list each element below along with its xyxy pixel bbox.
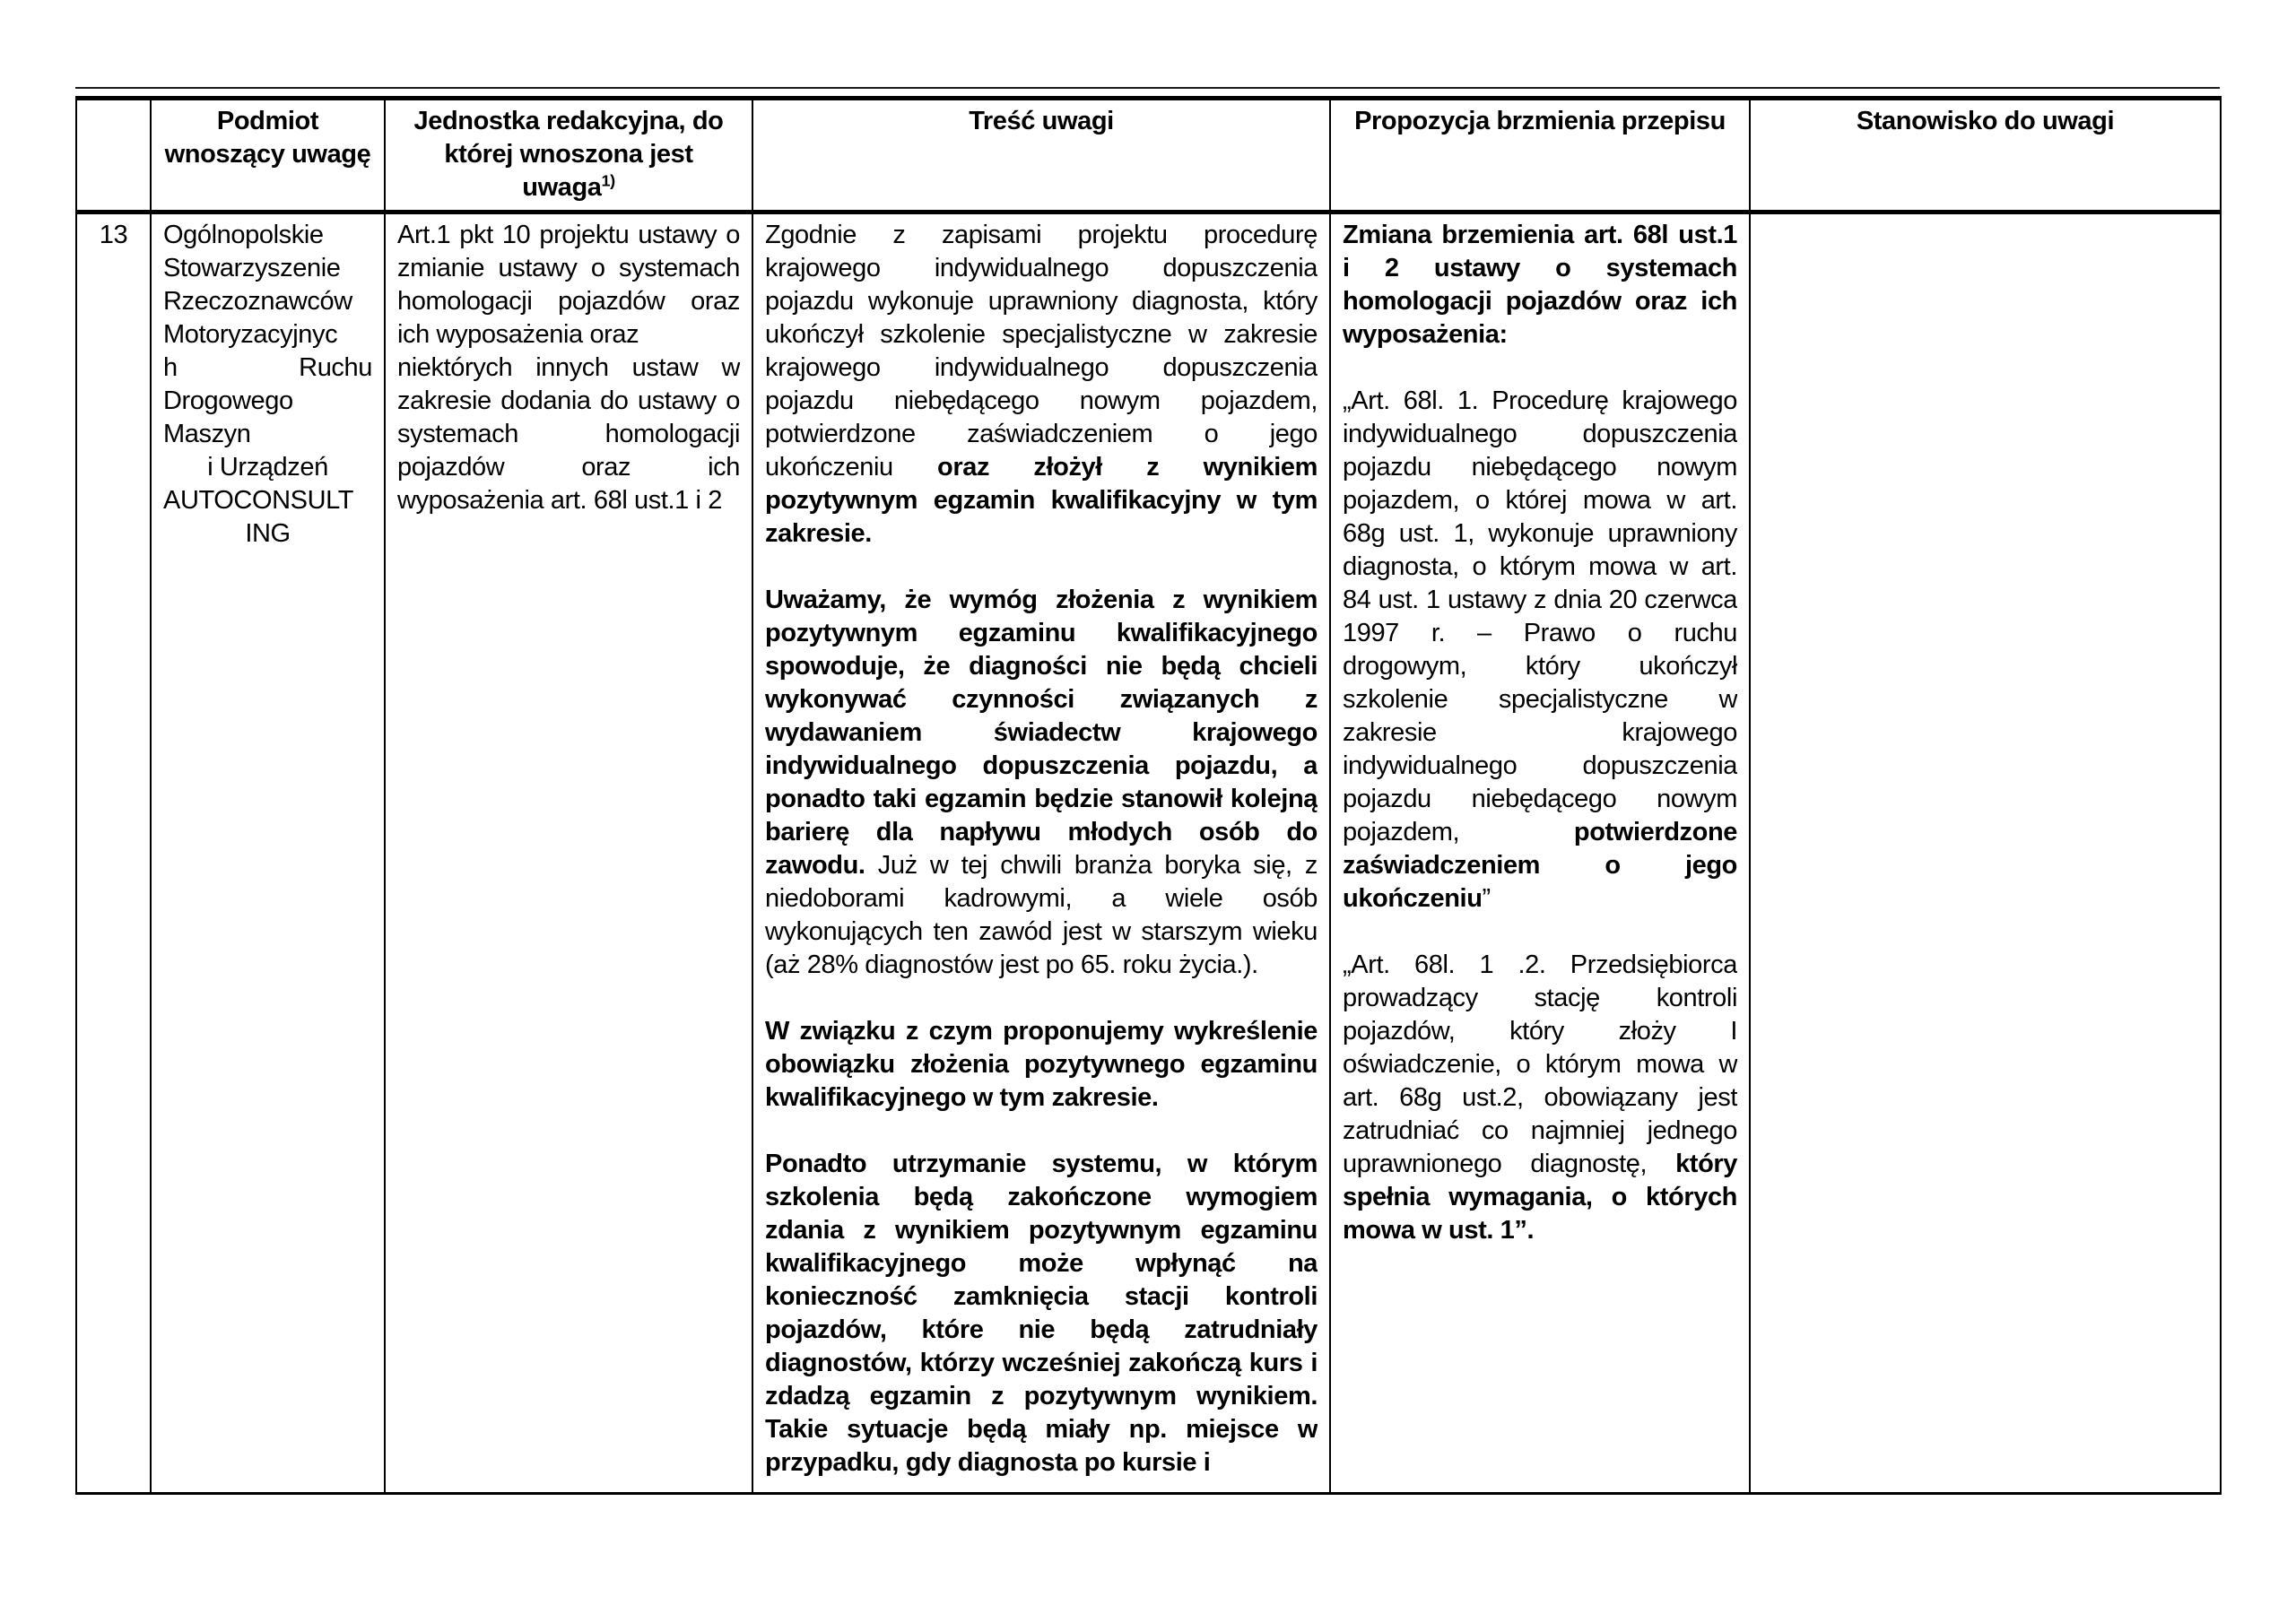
header-jednostka-text: Jednostka redakcyjna, do której wnoszona jest uwaga [413,107,724,202]
header-stanowisko: Stanowisko do uwagi [1750,99,2221,213]
table-row [76,213,2221,1494]
cell-propozycja [1330,213,1750,1494]
cell-jednostka [385,213,752,1494]
propozycja-text: Zmiana brzemienia art. 68l ust.1 i 2 ustawy o systemach homologacji pojazdów oraz ich wyposażenia: „Art. 68l. 1. Procedurę krajowego indywidualnego dopuszczenia pojazdu niebędącego nowym pojazdem, o której mowa w art. 68g ust. 1, wykonuje uprawniony diagnosta, o którym mowa w art. 84 ust. 1 ustawy z dnia 20 czerwca 1997 r. – Prawo o ruchu drogowym, który ukończył szkolenie specjalistyczne w zakresie krajowego indywidualnego dopuszczenia pojazdu niebędącego nowym pojazdem, potwierdzone zaświadczeniem o jego ukończeniu” „Art. 68l. 1 .2. Przedsiębiorca prowadzący stację kontroli pojazdów, który złoży I oświadczenie, o którym mowa w art. 68g ust.2, obowiązany jest zatrudniać co najmniej jednego uprawnionego diagnostę, który spełnia wymagania, o których mowa w ust. 1”. [1343,221,1737,1245]
jednostka-text: Art.1 pkt 10 projektu ustawy o zmianie ustawy o systemach homologacji pojazdów oraz ich wyposażenia oraz niektórych innych ustaw w zakresie dodania do ustawy o systemach homologacji pojazdów oraz ich wyposażenia art. 68l ust.1 i 2 [397,221,740,515]
cell-row-number: 13 [76,213,151,1494]
cell-podmiot [151,213,385,1494]
table-header-row [76,99,2221,213]
header-tresc: Treść uwagi [752,99,1330,213]
table-top-hairline [75,87,2220,89]
header-propozycja: Propozycja brzmienia przepisu [1330,99,1750,213]
header-jednostka-footnote-marker: 1) [601,171,615,190]
podmiot-text: Ogólnopolskie Stowarzyszenie Rzeczoznawców Motoryzacyjnyc h Ruchu Drogowego Maszyn i Urządzeń AUTOCONSULT ING [163,221,372,548]
tresc-text: Zgodnie z zapisami projektu procedurę krajowego indywidualnego dopuszczenia pojazdu wykonuje uprawniony diagnosta, który ukończył szkolenie specjalistyczne w zakresie krajowego indywidualnego dopuszczenia pojazdu niebędącego nowym pojazdem, potwierdzone zaświadczeniem o jego ukończeniu oraz złożył z wynikiem pozytywnym egzamin kwalifikacyjny w tym zakresie. Uważamy, że wymóg złożenia z wynikiem pozytywnym egzaminu kwalifikacyjnego spowoduje, że diagności nie będą chcieli wykonywać czynności związanych z wydawaniem świadectw krajowego indywidualnego dopuszczenia pojazdu, a ponadto taki egzamin będzie stanowił kolejną barierę dla napływu młodych osób do zawodu. Już w tej chwili branża boryka się, z niedoborami kadrowymi, a wiele osób wykonujących ten zawód jest w starszym wieku (aż 28% diagnostów jest po 65. roku życia.). W związku z czym proponujemy wykreślenie obowiązku złożenia pozytywnego egzaminu kwalifikacyjnego w tym zakresie. Ponadto utrzymanie systemu, w którym szkolenia będą zakończone wymogiem zdania z wynikiem pozytywnym egzaminu kwalifikacyjnego może wpłynąć na konieczność zamknięcia stacji kontroli pojazdów, które nie będą zatrudniały diagnostów, którzy wcześniej zakończą kurs i zdadzą egzamin z pozytywnym wynikiem. Takie sytuacje będą miały np. miejsce w przypadku, gdy diagnosta po kursie i [765,221,1318,1476]
cell-stanowisko [1750,213,2221,1494]
header-podmiot: Podmiot wnoszący uwagę [151,99,385,213]
cell-tresc [752,213,1330,1494]
header-jednostka [385,99,752,213]
comments-table [75,96,2222,1495]
stanowisko-text [1762,219,2208,1476]
header-row-number [76,99,151,213]
